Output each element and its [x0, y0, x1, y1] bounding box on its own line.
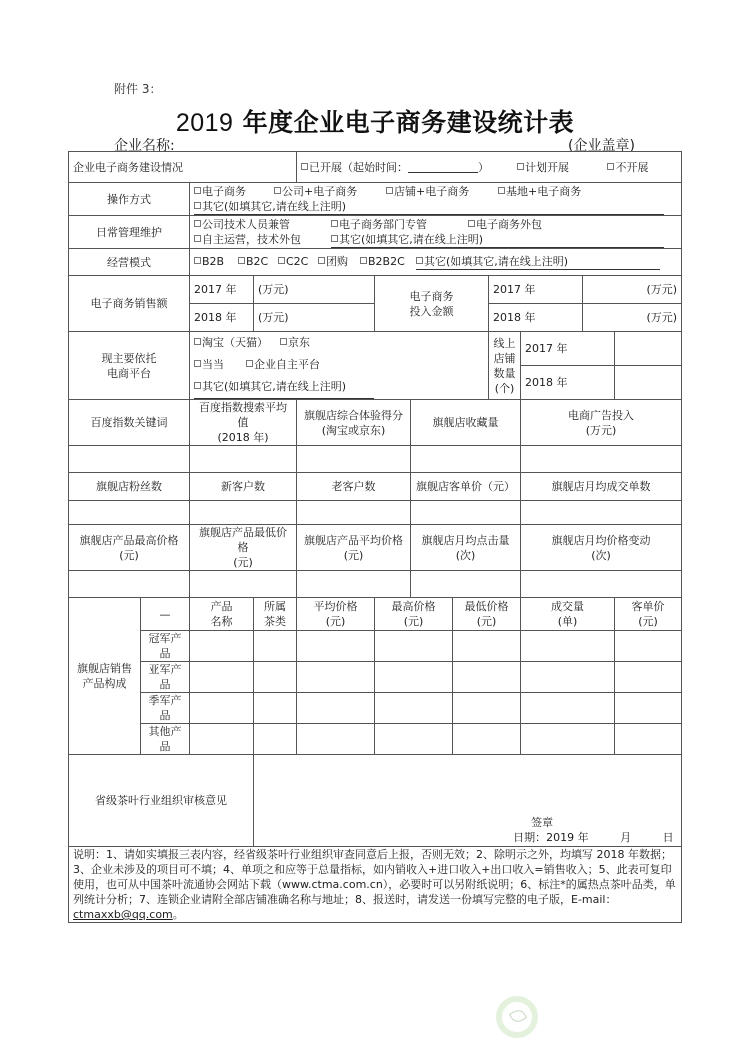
checkbox-icon[interactable]	[280, 338, 287, 345]
page-title	[0, 103, 750, 139]
sales-year-2017: 2017 年	[190, 276, 254, 304]
text-label: 产品构成	[82, 677, 127, 690]
row-metrics-input-1	[69, 446, 682, 473]
label-ecommerce-investment	[375, 276, 489, 332]
input-max-price[interactable]	[69, 571, 190, 598]
option-c2c[interactable]	[278, 254, 318, 269]
checkbox-icon[interactable]	[386, 187, 393, 194]
row-daily-maintenance	[69, 216, 682, 249]
text-label: 店铺数量	[493, 351, 516, 380]
option-other[interactable]	[194, 199, 664, 215]
text-label: 电子商务	[202, 184, 246, 198]
metric-favorites	[411, 400, 521, 446]
product-rank-label: 亚军产品	[141, 662, 190, 693]
text-label: (淘宝或京东)	[321, 423, 386, 437]
metric-avg-price	[297, 525, 411, 571]
text-label: (次)	[455, 548, 476, 562]
input-monthly-clicks[interactable]	[411, 571, 521, 598]
text-label: 已开展（起始时间：	[309, 160, 408, 174]
text-label: (万元)	[258, 311, 289, 324]
cell[interactable]	[521, 662, 615, 693]
cell[interactable]	[615, 724, 682, 755]
checkbox-icon[interactable]	[194, 235, 201, 242]
invest-year-2017: 2017 年	[489, 276, 583, 304]
cell[interactable]	[521, 693, 615, 724]
option-self-operated[interactable]	[194, 232, 331, 247]
cell[interactable]	[190, 724, 254, 755]
text-label: (元)	[638, 615, 658, 628]
checkbox-icon[interactable]	[194, 220, 201, 227]
cell[interactable]	[615, 693, 682, 724]
row-metrics-input-2	[69, 501, 682, 525]
text-label: B2B	[202, 255, 225, 268]
option-planned[interactable]	[517, 160, 569, 175]
cell[interactable]	[297, 693, 375, 724]
company-name-label: 企业名称:	[114, 138, 175, 154]
metric-monthly-orders: 旗舰店月均成交单数	[521, 473, 682, 501]
checkbox-icon[interactable]	[517, 163, 524, 170]
option-outsourced[interactable]	[468, 217, 542, 232]
text-label: (元)	[119, 548, 139, 562]
sales-2017-field[interactable]	[254, 276, 375, 304]
label-daily-maintenance: 日常管理维护	[69, 216, 190, 249]
cell[interactable]	[453, 693, 521, 724]
text-label: (单)	[557, 615, 578, 628]
checkbox-icon[interactable]	[607, 163, 614, 170]
metric-min-price	[190, 525, 297, 571]
row-business-mode	[69, 249, 682, 276]
text-label: 其它(如填其它,请在线上注明)	[202, 380, 347, 393]
text-label: 名称	[210, 615, 233, 628]
text-label: (万元)	[646, 283, 678, 296]
text-label: 旗舰店综合体验得分	[304, 408, 403, 422]
metric-price-changes	[521, 525, 682, 571]
text-label: 电子商务外包	[476, 217, 542, 231]
invest-2017-field[interactable]	[583, 276, 682, 304]
metric-monthly-clicks	[411, 525, 521, 571]
text-label: 月	[620, 831, 632, 844]
text-label: 最低价格	[464, 600, 509, 613]
store-year-2017: 2017 年	[521, 332, 615, 366]
checkbox-icon[interactable]	[194, 187, 201, 194]
metric-experience-score	[297, 400, 411, 446]
attachment-label: 附件 3：	[114, 82, 162, 96]
mode-options	[190, 249, 682, 276]
checkbox-icon[interactable]	[194, 202, 201, 209]
metric-old-customers: 老客户数	[297, 473, 411, 501]
products-dash: —	[141, 598, 190, 631]
text-label: 客单价	[631, 600, 665, 613]
header-product-name	[190, 598, 254, 631]
text-label: 淘宝（天猫）	[202, 336, 268, 349]
product-rank-label: 季军产品	[141, 693, 190, 724]
text-label: 旗舰店产品最低价格	[199, 526, 287, 554]
text-label: 不开展	[615, 160, 649, 174]
text-label: 当当	[202, 358, 224, 371]
cell[interactable]	[190, 631, 254, 662]
text-label: C2C	[286, 255, 309, 268]
label-operation-mode: 操作方式	[69, 183, 190, 216]
row-operation-mode	[69, 183, 682, 216]
text-label: 百度指数搜索平均值	[199, 401, 287, 429]
input-new-customers[interactable]	[190, 501, 297, 525]
checkbox-icon[interactable]	[416, 257, 423, 264]
row-metrics-header-3	[69, 525, 682, 571]
text-label: (万元)	[585, 423, 617, 437]
text-label: 公司技术人员兼管	[202, 217, 290, 231]
cell[interactable]	[615, 631, 682, 662]
text-label: 所属	[264, 600, 286, 613]
label-product-composition	[69, 598, 141, 755]
product-row-other	[69, 724, 682, 755]
option-company-ecommerce[interactable]	[274, 184, 386, 199]
cell[interactable]	[375, 631, 453, 662]
input-ad-investment[interactable]	[521, 446, 682, 473]
input-old-customers[interactable]	[297, 501, 411, 525]
operation-options	[190, 183, 682, 216]
status-options	[297, 152, 682, 183]
text-label: 其它(如填其它,请在线上注明)	[202, 199, 347, 213]
cell[interactable]	[190, 693, 254, 724]
input-min-price[interactable]	[190, 571, 297, 598]
row-metrics-input-3	[69, 571, 682, 598]
text-label: 基地+电子商务	[506, 184, 582, 198]
cell[interactable]	[254, 662, 297, 693]
review-opinion-field[interactable]	[254, 755, 682, 847]
text-label: 旗舰店产品平均价格	[304, 533, 403, 547]
input-baidu-keyword[interactable]	[69, 446, 190, 473]
text-label: (元)	[233, 556, 253, 569]
invest-2018-field[interactable]	[583, 304, 682, 332]
checkbox-icon[interactable]	[278, 257, 285, 264]
label-business-mode: 经营模式	[69, 249, 190, 276]
row-platform-1	[69, 332, 682, 366]
option-started[interactable]	[301, 160, 408, 175]
row-metrics-header-2	[69, 473, 682, 501]
label-ecommerce-sales: 电子商务销售额	[69, 276, 190, 332]
label-review-opinion: 省级茶叶行业组织审核意见	[69, 755, 254, 847]
option-other[interactable]	[331, 232, 664, 248]
input-baidu-average[interactable]	[190, 446, 297, 473]
store-year-2018: 2018 年	[521, 366, 615, 400]
start-time-field[interactable]	[408, 160, 478, 173]
notes-text	[69, 847, 682, 923]
header-volume	[521, 598, 615, 631]
metric-new-customers: 新客户数	[190, 473, 297, 501]
option-not-started[interactable]	[607, 160, 648, 175]
text-label: 店铺+电子商务	[394, 184, 470, 198]
cell[interactable]	[254, 631, 297, 662]
text-label: (元)	[343, 548, 364, 562]
checkbox-icon[interactable]	[246, 360, 253, 367]
cell[interactable]	[375, 662, 453, 693]
checkbox-icon[interactable]	[194, 360, 201, 367]
cell[interactable]	[521, 724, 615, 755]
header-min-price	[453, 598, 521, 631]
option-own-platform[interactable]	[246, 354, 320, 376]
text-label: 投入金额	[409, 304, 454, 318]
metric-baidu-average	[190, 400, 297, 446]
header-avg-price	[297, 598, 375, 631]
option-base-ecommerce[interactable]	[498, 184, 581, 199]
cell[interactable]	[453, 631, 521, 662]
product-rank-label: 冠军产品	[141, 631, 190, 662]
row-ecommerce-status	[69, 152, 682, 183]
option-other[interactable]	[194, 376, 374, 399]
text-label: 旗舰店销售	[77, 662, 132, 675]
text-label: 京东	[288, 336, 310, 349]
label-main-platform	[69, 332, 190, 400]
checkbox-icon[interactable]	[194, 338, 201, 345]
text-label: 公司+电子商务	[282, 184, 358, 198]
text-label: 日期：2019 年	[513, 831, 589, 844]
cell[interactable]	[375, 724, 453, 755]
text-label: 旗舰店月均价格变动	[551, 533, 651, 547]
text-label: 电子商务部门专管	[339, 217, 427, 231]
option-b2b[interactable]	[194, 254, 238, 269]
checkbox-icon[interactable]	[360, 257, 367, 264]
text-label: (2018 年)	[217, 431, 269, 444]
cell[interactable]	[521, 631, 615, 662]
cell[interactable]	[297, 662, 375, 693]
text-label: ）	[478, 160, 489, 174]
text-label: 团购	[326, 255, 348, 268]
metric-fans: 旗舰店粉丝数	[69, 473, 190, 501]
text-label: 日	[662, 831, 674, 844]
text-label: 电商广告投入	[568, 408, 635, 422]
product-rank-label: 其他产品	[141, 724, 190, 755]
input-favorites[interactable]	[411, 446, 521, 473]
header-max-price	[375, 598, 453, 631]
option-dangdang[interactable]	[194, 354, 246, 376]
header-unit-price	[615, 598, 682, 631]
cell[interactable]	[254, 724, 297, 755]
row-notes	[69, 847, 682, 923]
email-link[interactable]: ctmaxxb@qq.com	[73, 908, 173, 921]
checkbox-icon[interactable]	[318, 257, 325, 264]
text-label: (元)	[403, 615, 424, 628]
invest-year-2018: 2018 年	[489, 304, 583, 332]
text-label: (次)	[591, 548, 611, 562]
option-group-buy[interactable]	[318, 254, 360, 269]
cell[interactable]	[615, 662, 682, 693]
text-label: 平均价格	[313, 600, 358, 613]
metric-baidu-keyword	[69, 400, 190, 446]
text-label: (个)	[494, 381, 515, 395]
text-label: 旗舰店产品最高价格	[79, 533, 179, 547]
row-metrics-header-1	[69, 400, 682, 446]
option-store-ecommerce[interactable]	[386, 184, 498, 199]
store-2018-field[interactable]	[615, 366, 682, 400]
text-label: B2C	[246, 255, 269, 268]
sales-year-2018: 2018 年	[190, 304, 254, 332]
sales-2018-field[interactable]	[254, 304, 375, 332]
metric-ad-investment	[521, 400, 682, 446]
checkbox-icon[interactable]	[238, 257, 245, 264]
label-ecommerce-status: 企业电子商务建设情况	[69, 152, 297, 183]
label-online-store-count	[489, 332, 521, 400]
cell[interactable]	[453, 662, 521, 693]
text-label: 说明：1、请如实填报三表内容，经省级茶叶行业组织审查同意后上报，否则无效；2、除明示之外，均填写 2018 年数据；3、企业未涉及的项目可不填；4、单项之和应等于总量指标，如内销收入+进口收入+出口收入=销售收入；5、此表可复印使用，也可从中国茶叶流通协会网站下载（www.ctma.com.cn），必要时可以另附纸说明；6、标注*的属热点茶叶品类，单列统计分析；7、连锁企业请附全部店铺准确名称与地址；8、报送时，请发送一份填写完整的电子版，E-mail：	[73, 848, 676, 906]
checkbox-icon[interactable]	[194, 257, 201, 264]
date-line	[258, 830, 677, 845]
text-label: (万元)	[258, 283, 289, 296]
option-taobao[interactable]	[194, 332, 280, 354]
metric-max-price	[69, 525, 190, 571]
checkbox-icon[interactable]	[194, 382, 201, 389]
text-label: 现主要依托	[101, 351, 157, 365]
row-sales-2017	[69, 276, 682, 304]
title-year: 2019	[175, 109, 234, 137]
cell[interactable]	[297, 724, 375, 755]
input-monthly-orders[interactable]	[521, 501, 682, 525]
checkbox-icon[interactable]	[331, 220, 338, 227]
text-label: 线上	[493, 336, 516, 350]
text-label: 。	[172, 908, 184, 921]
text-label: (元)	[325, 615, 346, 628]
maintenance-options	[190, 216, 682, 249]
text-label: B2B2C	[368, 255, 405, 268]
statistics-form	[68, 151, 682, 923]
input-experience-score[interactable]	[297, 446, 411, 473]
store-2017-field[interactable]	[615, 332, 682, 366]
checkbox-icon[interactable]	[331, 235, 338, 242]
platform-options	[190, 332, 489, 400]
title-text: 年度企业电子商务建设统计表	[233, 108, 575, 137]
checkbox-icon[interactable]	[274, 187, 281, 194]
text-label: 其它(如填其它,请在线上注明)	[424, 255, 569, 268]
text-label: 成交量	[551, 600, 584, 613]
cell[interactable]	[453, 724, 521, 755]
input-avg-price[interactable]	[297, 571, 411, 598]
text-label: 其它(如填其它,请在线上注明)	[339, 232, 484, 246]
option-dedicated-dept[interactable]	[331, 217, 468, 232]
input-fans[interactable]	[69, 501, 190, 525]
option-jd[interactable]	[280, 332, 310, 354]
row-products-header	[69, 598, 682, 631]
row-review	[69, 755, 682, 847]
text-label: (元)	[476, 615, 497, 628]
cell[interactable]	[375, 693, 453, 724]
text-label: 电商平台	[107, 366, 151, 380]
metric-unit-price: 旗舰店客单价（元）	[411, 473, 521, 501]
input-unit-price[interactable]	[411, 501, 521, 525]
text-label: (万元)	[646, 311, 678, 324]
product-row-champion	[69, 631, 682, 662]
header-tea-category	[254, 598, 297, 631]
text-label: 旗舰店月均点击量	[421, 533, 510, 547]
text-label: 最高价格	[391, 600, 436, 613]
product-row-third	[69, 693, 682, 724]
text-label: 自主运营，技术外包	[202, 232, 301, 246]
cell[interactable]	[254, 693, 297, 724]
text-label: 产品	[210, 600, 233, 613]
cell[interactable]	[190, 662, 254, 693]
text-label: 旗舰店收藏量	[432, 416, 499, 429]
checkbox-icon[interactable]	[301, 163, 308, 170]
text-label: 企业自主平台	[254, 358, 320, 371]
text-label: 茶类	[264, 615, 286, 628]
product-row-runner-up	[69, 662, 682, 693]
input-price-changes[interactable]	[521, 571, 682, 598]
cell[interactable]	[297, 631, 375, 662]
company-seal-label: (企业盖章)	[568, 138, 635, 154]
text-label: 计划开展	[524, 160, 569, 174]
option-ecommerce[interactable]	[194, 184, 274, 199]
text-label: 电子商务	[409, 289, 454, 303]
checkbox-icon[interactable]	[498, 187, 505, 194]
option-b2b2c[interactable]	[360, 254, 416, 269]
checkbox-icon[interactable]	[468, 220, 475, 227]
option-other[interactable]	[416, 254, 660, 270]
option-b2c[interactable]	[238, 254, 278, 269]
option-staff-part-time[interactable]	[194, 217, 331, 232]
signature-label: 签章	[531, 816, 554, 829]
text-label: 百度指数关键词	[90, 416, 168, 429]
